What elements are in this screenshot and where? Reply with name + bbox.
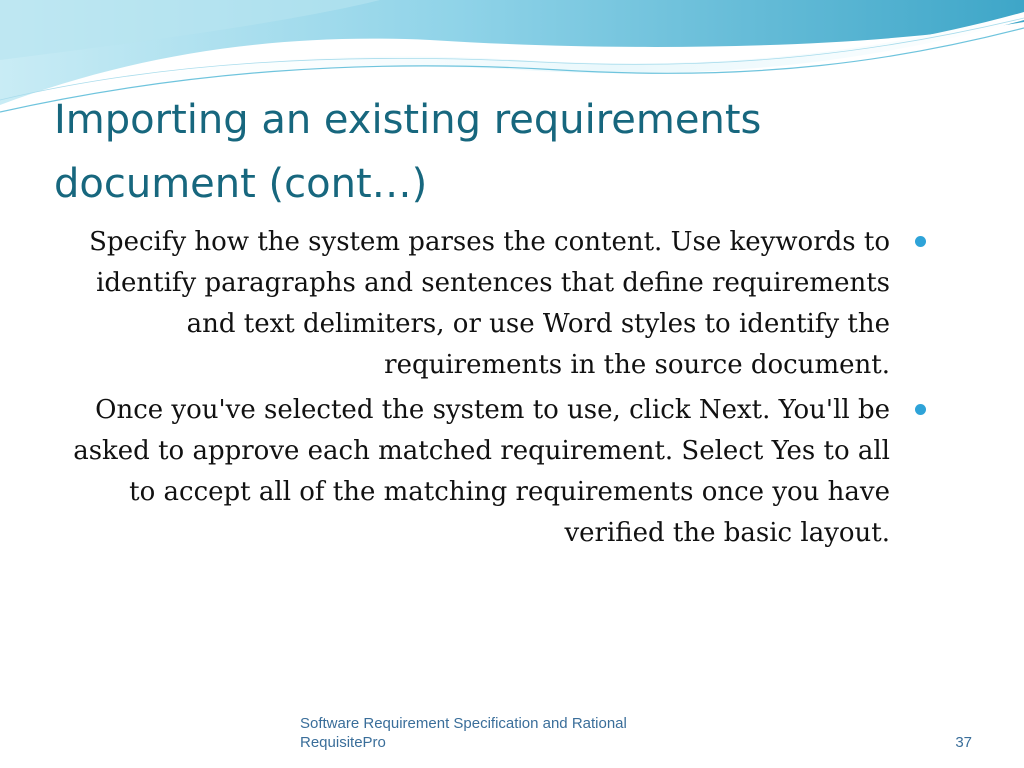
slide-title: Importing an existing requirements document (cont…) [54, 97, 762, 207]
footer-text: Software Requirement Specification and Rational RequisitePro [300, 715, 627, 751]
bullet-item [40, 222, 930, 386]
bullet-text: Once you've selected the system to use, click Next. You'll be asked to approve each matched requirement. Select Yes to all to accept all of the matching requirements once you have verified the basic layout. [73, 395, 890, 548]
bullet-list [40, 222, 930, 558]
bullet-text: Specify how the system parses the content. Use keywords to identify paragraphs and sentences that define requirements and text delimiters, or use Word styles to identify the requirements in the source document. [89, 227, 890, 380]
bullet-dot-icon [915, 236, 926, 247]
bullet-dot-icon [915, 404, 926, 415]
page-number: 37 [955, 734, 972, 751]
bullet-item [40, 390, 930, 554]
